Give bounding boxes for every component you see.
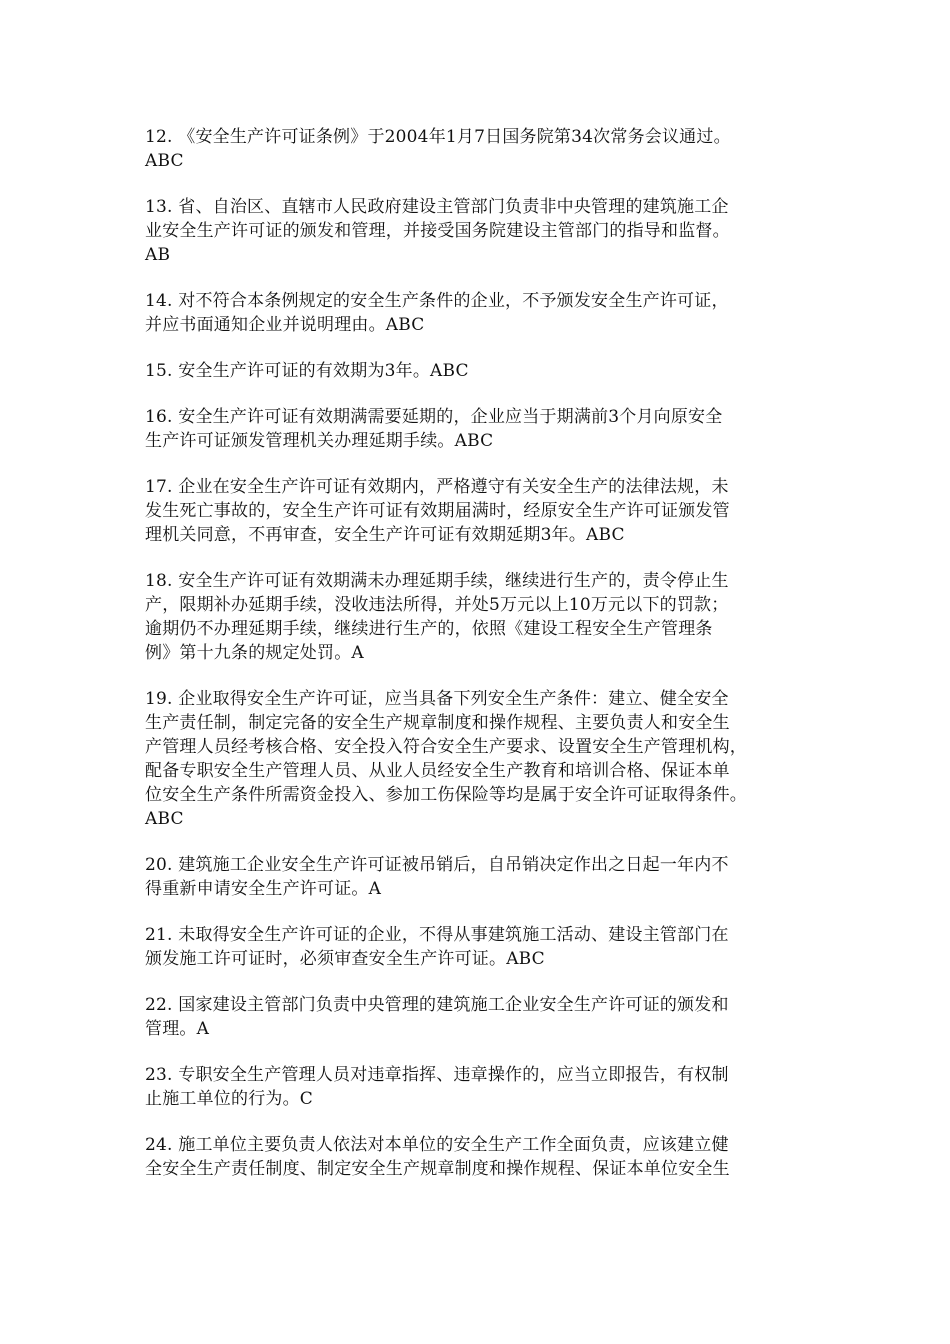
question-item-24: [145, 1133, 810, 1181]
text-line: 产管理人员经考核合格、安全投入符合安全生产要求、设置安全生产管理机构，: [145, 737, 747, 757]
answer-line: ABC: [145, 151, 184, 171]
question-item-13: [145, 195, 810, 267]
question-item-18: [145, 569, 810, 665]
question-item-19: [145, 687, 810, 831]
question-item-20: [145, 853, 810, 901]
text-line: 全安全生产责任制度、制定安全生产规章制度和操作规程、保证本单位安全生: [145, 1159, 730, 1179]
text-line: 17. 企业在安全生产许可证有效期内，严格遵守有关安全生产的法律法规，未: [145, 477, 729, 497]
text-line: 21. 未取得安全生产许可证的企业，不得从事建筑施工活动、建设主管部门在: [145, 925, 729, 945]
question-item-23: [145, 1063, 810, 1111]
text-line: 配备专职安全生产管理人员、从业人员经安全生产教育和培训合格、保证本单: [145, 761, 730, 781]
document-body: [145, 125, 810, 1203]
text-line: 颁发施工许可证时，必须审查安全生产许可证。ABC: [145, 949, 545, 969]
text-line: 管理。A: [145, 1019, 210, 1039]
text-line: 生产许可证颁发管理机关办理延期手续。ABC: [145, 431, 494, 451]
text-line: 生产责任制，制定完备的安全生产规章制度和操作规程、主要负责人和安全生: [145, 713, 730, 733]
text-line: 16. 安全生产许可证有效期满需要延期的，企业应当于期满前3个月向原安全: [145, 407, 723, 427]
question-item-21: [145, 923, 810, 971]
text-line: 止施工单位的行为。C: [145, 1089, 314, 1109]
text-line: 得重新申请安全生产许可证。A: [145, 879, 382, 899]
text-line: 发生死亡事故的，安全生产许可证有效期届满时，经原安全生产许可证颁发管: [145, 501, 730, 521]
answer-line: ABC: [145, 809, 184, 829]
text-line: 14. 对不符合本条例规定的安全生产条件的企业，不予颁发安全生产许可证，: [145, 291, 729, 311]
question-item-17: [145, 475, 810, 547]
answer-line: AB: [145, 245, 171, 265]
text-line: 逾期仍不办理延期手续，继续进行生产的，依照《建设工程安全生产管理条: [145, 619, 713, 639]
question-item-22: [145, 993, 810, 1041]
question-item-16: [145, 405, 810, 453]
text-line: 24. 施工单位主要负责人依法对本单位的安全生产工作全面负责，应该建立健: [145, 1135, 729, 1155]
text-line: 12. 《安全生产许可证条例》于2004年1月7日国务院第34次常务会议通过。: [145, 127, 731, 147]
text-line: 例》第十九条的规定处罚。A: [145, 643, 364, 663]
text-line: 业安全生产许可证的颁发和管理，并接受国务院建设主管部门的指导和监督。: [145, 221, 730, 241]
question-item-12: [145, 125, 810, 173]
text-line: 15. 安全生产许可证的有效期为3年。ABC: [145, 361, 469, 381]
text-line: 19. 企业取得安全生产许可证，应当具备下列安全生产条件：建立、健全安全: [145, 689, 729, 709]
text-line: 18. 安全生产许可证有效期满未办理延期手续，继续进行生产的，责令停止生: [145, 571, 729, 591]
text-line: 20. 建筑施工企业安全生产许可证被吊销后，自吊销决定作出之日起一年内不: [145, 855, 729, 875]
question-item-14: [145, 289, 810, 337]
text-line: 22. 国家建设主管部门负责中央管理的建筑施工企业安全生产许可证的颁发和: [145, 995, 729, 1015]
text-line: 产，限期补办延期手续，没收违法所得，并处5万元以上10万元以下的罚款；: [145, 595, 729, 615]
text-line: 位安全生产条件所需资金投入、参加工伤保险等均是属于安全许可证取得条件。: [145, 785, 747, 805]
text-line: 并应书面通知企业并说明理由。ABC: [145, 315, 425, 335]
text-line: 理机关同意，不再审查，安全生产许可证有效期延期3年。ABC: [145, 525, 625, 545]
text-line: 13. 省、自治区、直辖市人民政府建设主管部门负责非中央管理的建筑施工企: [145, 197, 729, 217]
text-line: 23. 专职安全生产管理人员对违章指挥、违章操作的，应当立即报告，有权制: [145, 1065, 729, 1085]
question-item-15: [145, 359, 810, 383]
